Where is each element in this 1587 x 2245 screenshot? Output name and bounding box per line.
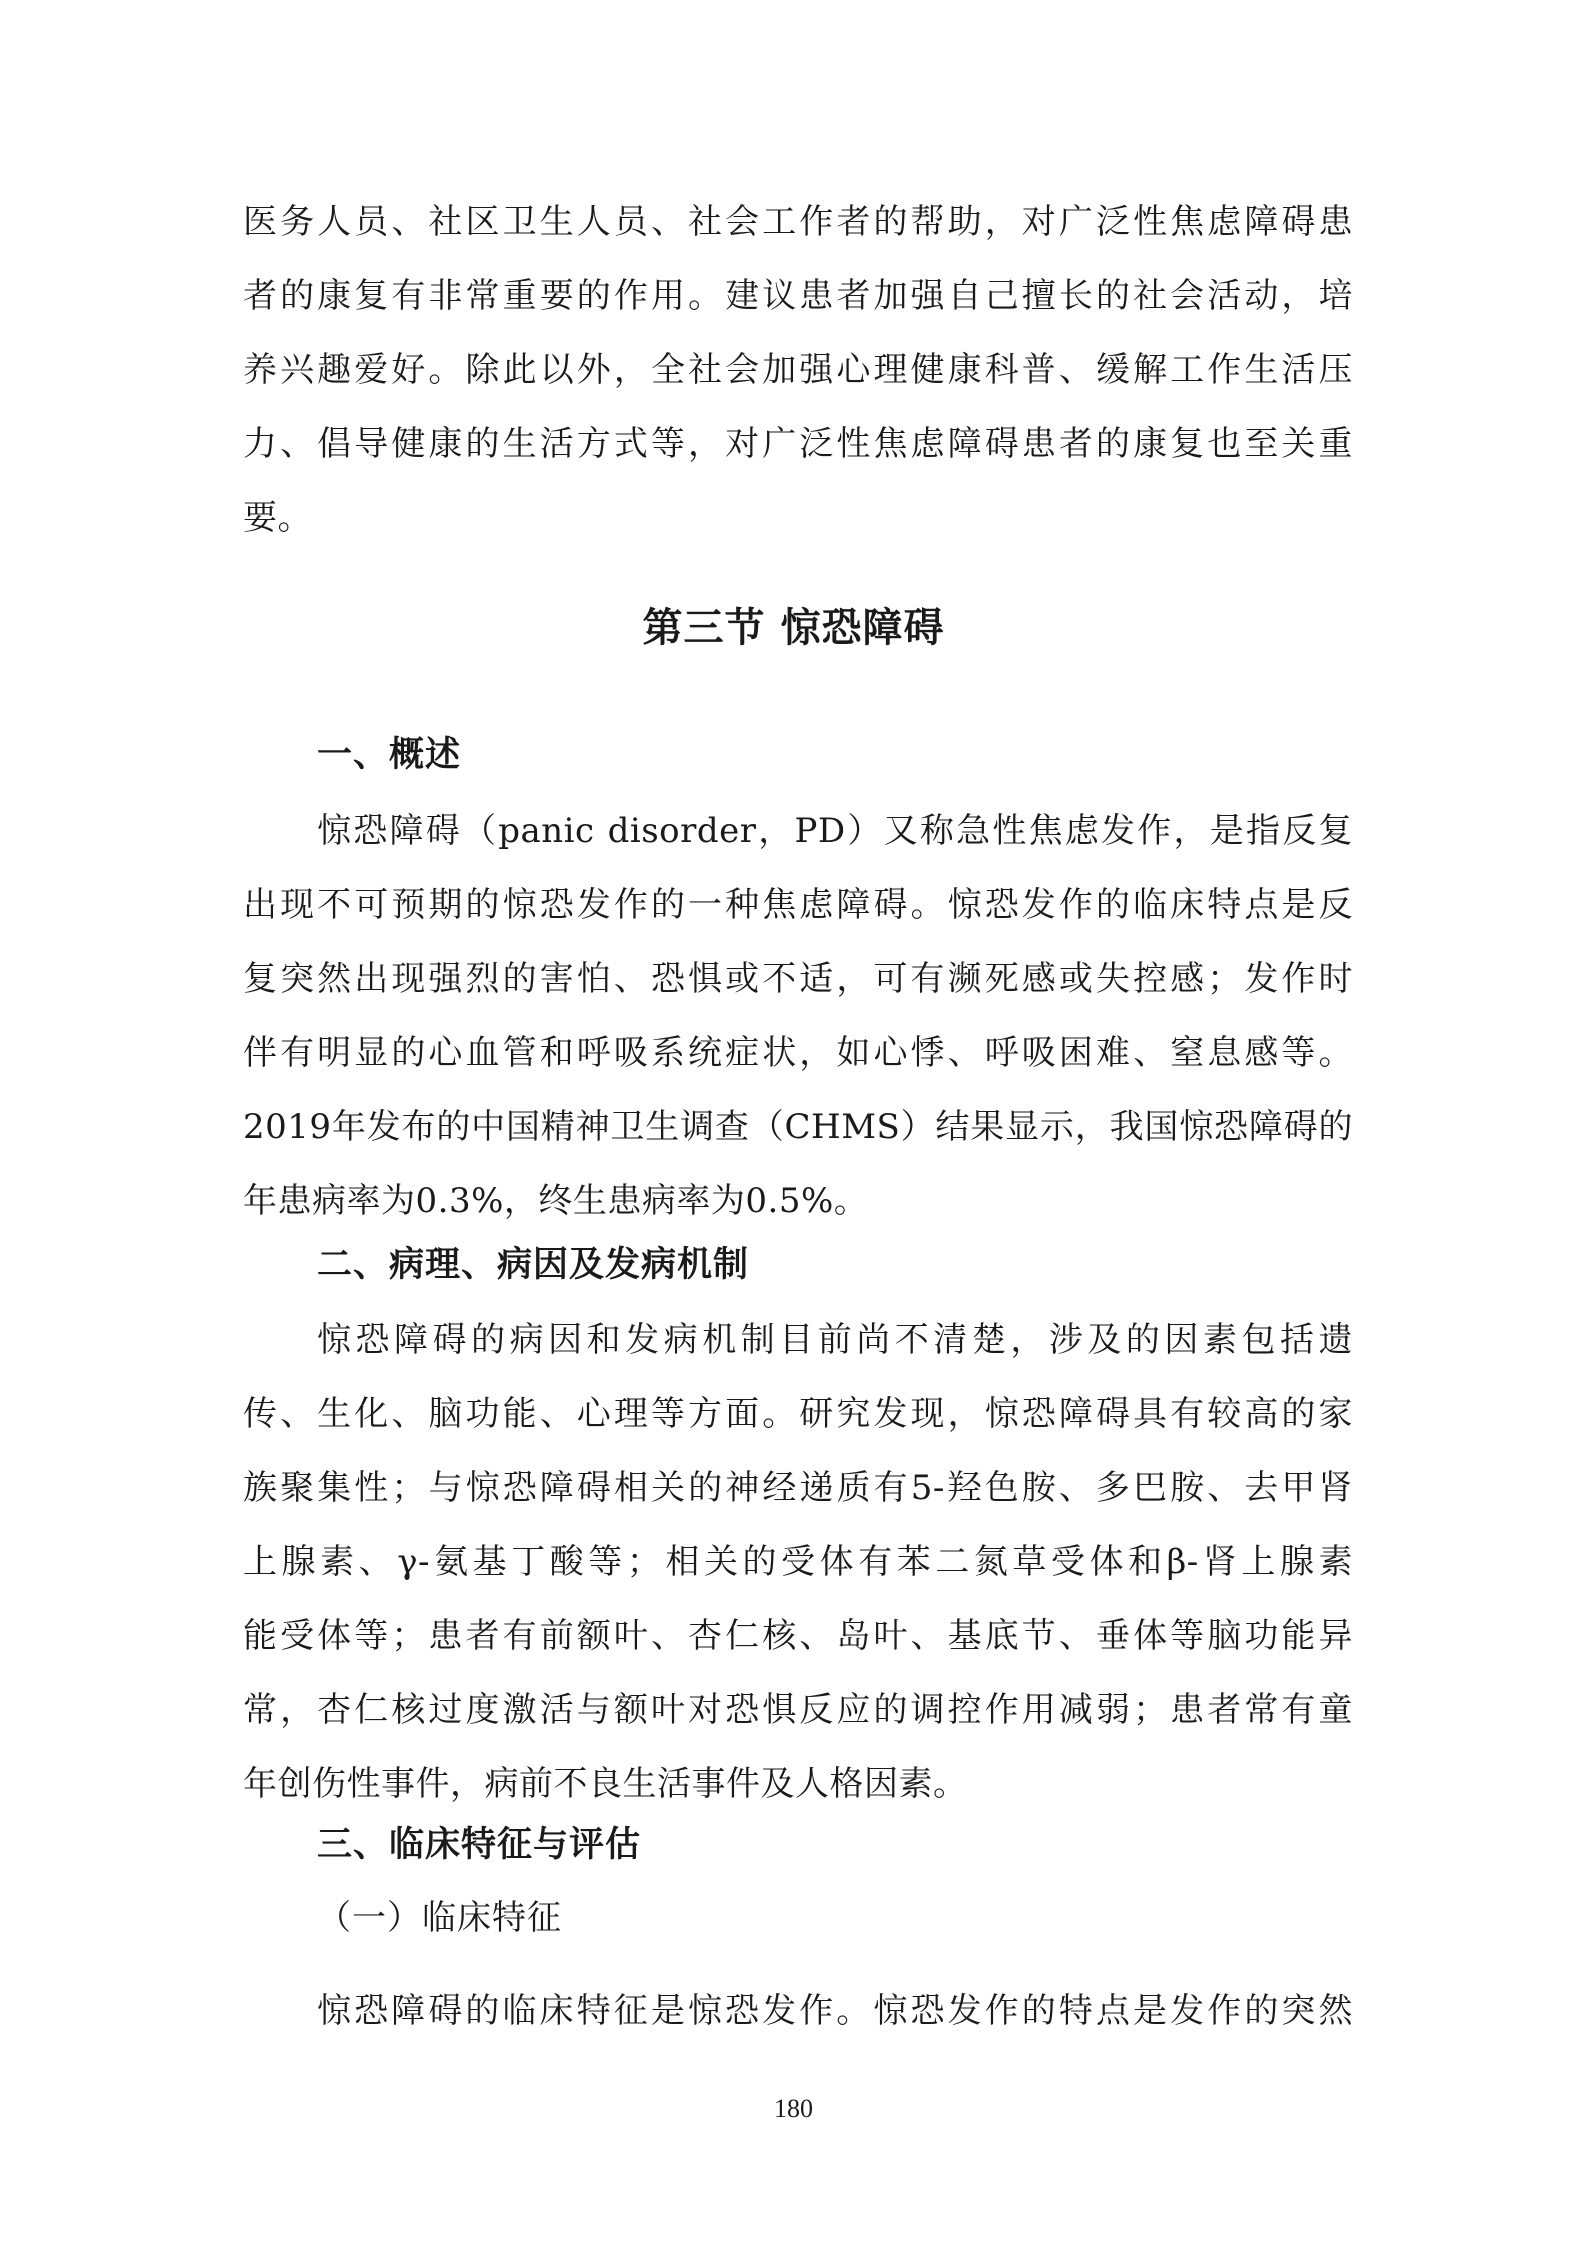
overview-line-4: 伴有明显的心血管和呼吸系统症状，如心悸、呼吸困难、窒息感等。	[243, 1033, 1353, 1073]
clinical-paragraph	[243, 1974, 1353, 2048]
pathology-line-2: 传、生化、脑功能、心理等方面。研究发现，惊恐障碍具有较高的家	[243, 1394, 1353, 1434]
overview-line-2: 出现不可预期的惊恐发作的一种焦虑障碍。惊恐发作的临床特点是反	[243, 885, 1353, 925]
pathology-line-6: 常，杏仁核过度激活与额叶对恐惧反应的调控作用减弱；患者常有童	[243, 1690, 1353, 1730]
intro-line-4: 力、倡导健康的生活方式等，对广泛性焦虑障碍患者的康复也至关重	[243, 424, 1353, 464]
heading-pathology: 二、病理、病因及发病机制	[317, 1245, 750, 1285]
page-number: 180	[774, 2094, 813, 2123]
heading-overview: 一、概述	[317, 735, 462, 775]
pathology-paragraph	[243, 1303, 1353, 1821]
section-title: 第三节 惊恐障碍	[642, 605, 945, 651]
pathology-line-1: 惊恐障碍的病因和发病机制目前尚不清楚，涉及的因素包括遗	[317, 1320, 1353, 1360]
pathology-line-3: 族聚集性；与惊恐障碍相关的神经递质有5-羟色胺、多巴胺、去甲肾	[243, 1468, 1353, 1508]
heading-clinical: 三、临床特征与评估	[317, 1825, 642, 1865]
overview-line-3: 复突然出现强烈的害怕、恐惧或不适，可有濒死感或失控感；发作时	[243, 959, 1353, 999]
intro-line-1: 医务人员、社区卫生人员、社会工作者的帮助，对广泛性焦虑障碍患	[243, 202, 1353, 242]
pathology-line-4: 上腺素、γ-氨基丁酸等；相关的受体有苯二氮草受体和β-肾上腺素	[243, 1542, 1353, 1582]
overview-line-6: 年患病率为0.3%，终生患病率为0.5%。	[243, 1181, 869, 1221]
overview-line-1: 惊恐障碍（panic disorder，PD）又称急性焦虑发作，是指反复	[317, 811, 1353, 851]
intro-line-5: 要。	[243, 498, 312, 538]
intro-line-2: 者的康复有非常重要的作用。建议患者加强自己擅长的社会活动，培	[243, 276, 1353, 316]
clinical-line-1: 惊恐障碍的临床特征是惊恐发作。惊恐发作的特点是发作的突然	[317, 1991, 1353, 2031]
intro-paragraph	[243, 185, 1353, 555]
subheading-clinical-features: （一）临床特征	[317, 1898, 562, 1938]
overview-line-5: 2019年发布的中国精神卫生调查（CHMS）结果显示，我国惊恐障碍的	[243, 1107, 1353, 1147]
overview-paragraph	[243, 794, 1353, 1238]
intro-line-3: 养兴趣爱好。除此以外，全社会加强心理健康科普、缓解工作生活压	[243, 350, 1353, 390]
pathology-line-5: 能受体等；患者有前额叶、杏仁核、岛叶、基底节、垂体等脑功能异	[243, 1616, 1353, 1656]
pathology-line-7: 年创伤性事件，病前不良生活事件及人格因素。	[243, 1764, 968, 1804]
